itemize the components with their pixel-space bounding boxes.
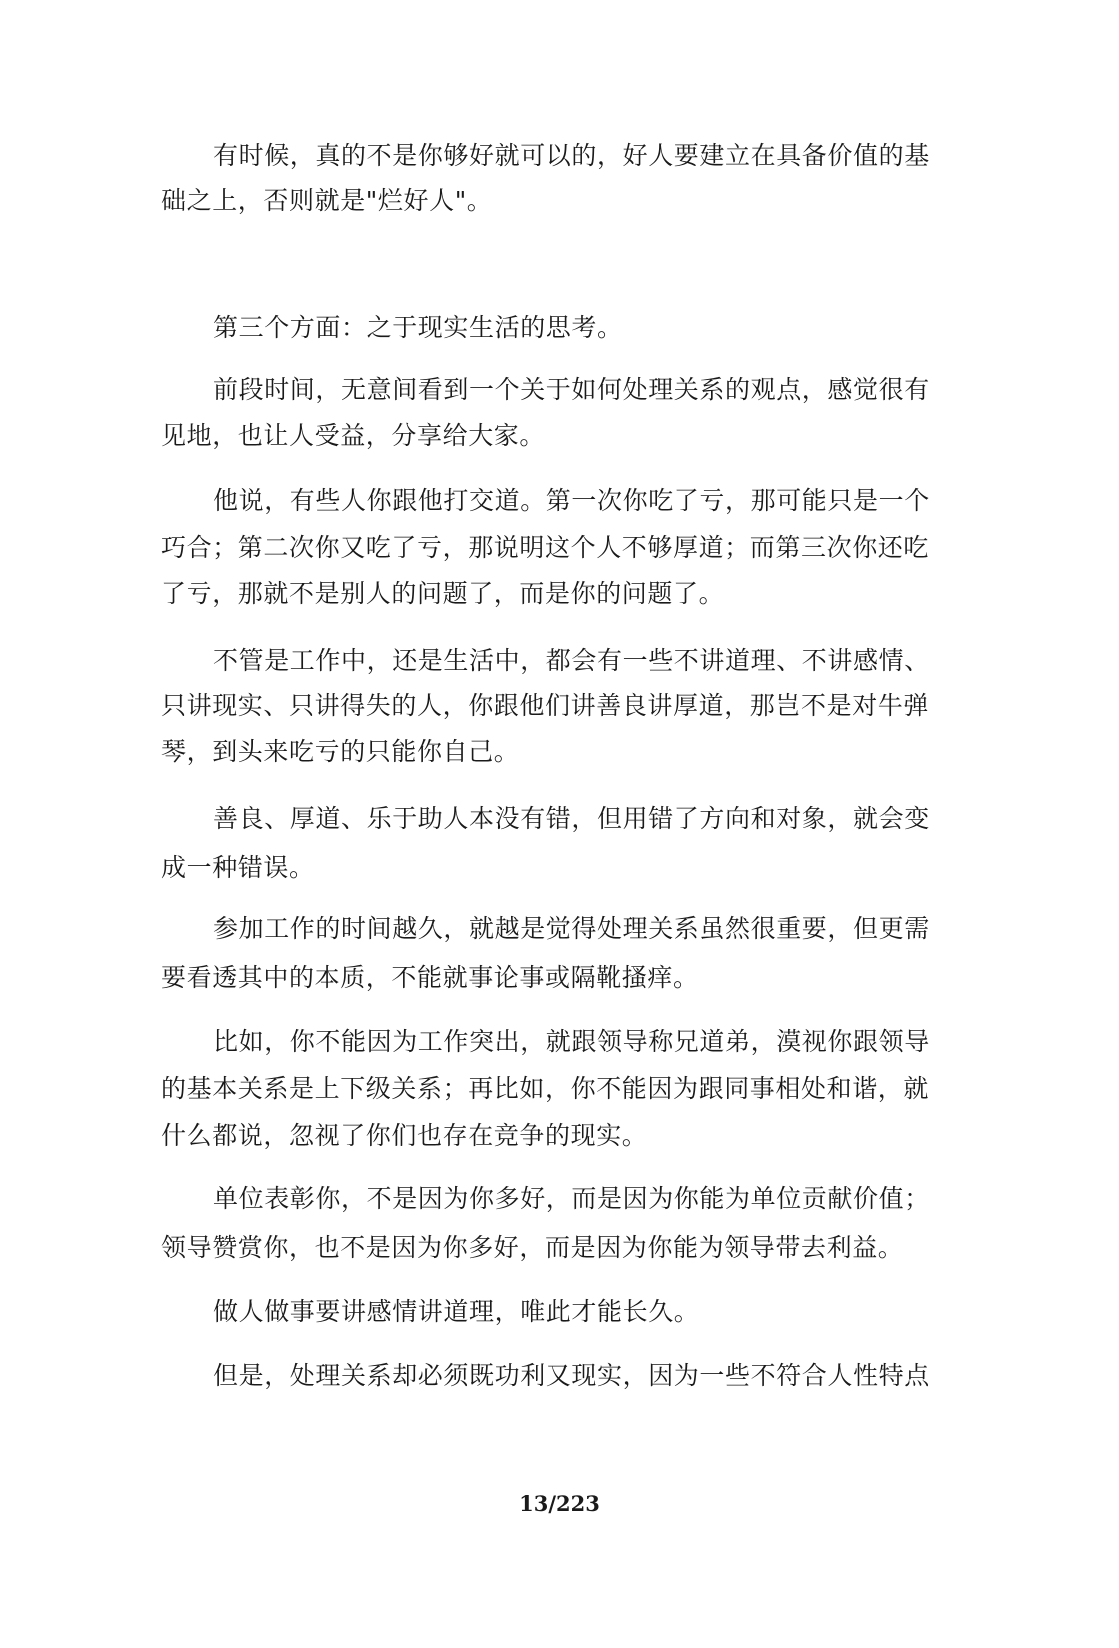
text-line: 善良、厚道、乐于助人本没有错，但用错了方向和对象，就会变 [213, 804, 930, 833]
text-line: 的基本关系是上下级关系；再比如，你不能因为跟同事相处和谐，就 [161, 1074, 930, 1103]
text-line: 只讲现实、只讲得失的人，你跟他们讲善良讲厚道，那岂不是对牛弹 [161, 691, 930, 720]
text-line: 了亏，那就不是别人的问题了，而是你的问题了。 [161, 579, 725, 608]
text-line: 不管是工作中，还是生活中，都会有一些不讲道理、不讲感情、 [213, 646, 930, 675]
text-line: 但是，处理关系却必须既功利又现实，因为一些不符合人性特点 [213, 1361, 930, 1390]
text-line: 他说，有些人你跟他打交道。第一次你吃了亏，那可能只是一个 [213, 486, 930, 515]
text-line: 础之上，否则就是"烂好人"。 [161, 186, 493, 215]
text-line: 巧合；第二次你又吃了亏，那说明这个人不够厚道；而第三次你还吃 [161, 533, 930, 562]
text-line: 比如，你不能因为工作突出，就跟领导称兄道弟，漠视你跟领导 [213, 1027, 930, 1056]
text-line: 琴，到头来吃亏的只能你自己。 [161, 737, 520, 766]
text-line: 见地，也让人受益，分享给大家。 [161, 421, 546, 450]
text-line: 领导赞赏你，也不是因为你多好，而是因为你能为领导带去利益。 [161, 1233, 904, 1262]
text-line: 要看透其中的本质，不能就事论事或隔靴搔痒。 [161, 963, 699, 992]
text-line: 参加工作的时间越久，就越是觉得处理关系虽然很重要，但更需 [213, 914, 930, 943]
text-line: 第三个方面：之于现实生活的思考。 [213, 313, 623, 342]
text-line: 单位表彰你，不是因为你多好，而是因为你能为单位贡献价值； [213, 1184, 930, 1213]
text-line: 前段时间，无意间看到一个关于如何处理关系的观点，感觉很有 [213, 375, 930, 404]
text-line: 什么都说，忽视了你们也存在竞争的现实。 [161, 1121, 648, 1150]
text-line: 做人做事要讲感情讲道理，唯此才能长久。 [213, 1297, 700, 1326]
text-line: 成一种错误。 [161, 853, 315, 882]
page-number: 13/223 [519, 1491, 600, 1516]
text-line: 有时候，真的不是你够好就可以的，好人要建立在具备价值的基 [213, 141, 930, 170]
